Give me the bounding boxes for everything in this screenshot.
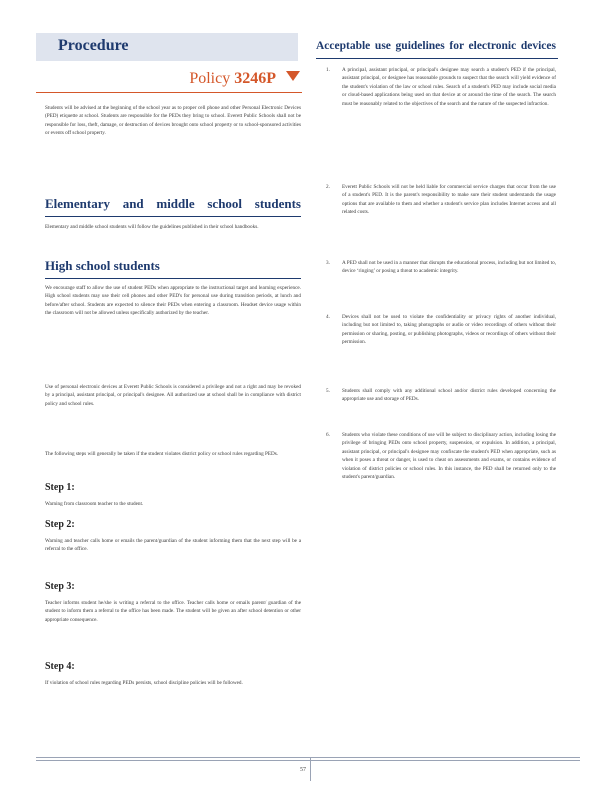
step-text: Warning from classroom teacher to the student.	[45, 501, 144, 507]
divider	[45, 216, 301, 217]
step-text: Teacher informs student he/she is writing a referral to the office. Teacher calls home or emails parent/ guardian of the student to inform them a referral to the office has been made. The student will be given an after school detention or other appropriate consequence.	[45, 600, 301, 623]
divider	[316, 58, 558, 59]
high-school-paragraph-2: Use of personal electronic devices at Everett Public Schools is considered a privilege and not a right and may be revoked by a principal, assistant principal, or principal's designee. All authorized use at school shall be in compliance with district policy and school rules.	[45, 384, 301, 407]
footer-rule	[36, 757, 580, 758]
footer-divider	[310, 757, 311, 781]
divider	[36, 92, 302, 93]
guidelines-list: 1. A principal, assistant principal, or principal's designee may search a student's PED if the principal, assistant principal, or designee has reasonable grounds to suspect that the search will yield evidence of the student's violation of the law or school rules. Search of a student's PED may include social media or cloud-based applications being used on that device at or around the time of the search. The search must be reasonably related to the objectives of the search and the nature of the suspected infraction. 2. Everett Public Schools will not be held liable for commercial service charges that occur from the use of a student's PED. It is the parent's responsibility to make sure their student understands the usage options that are available to them and whether a student's service plan includes Internet access and all related costs. 3. A PED shall not be used in a manner that disrupts the educational process, including but not limited to, device ‘ringing’ or posing a threat to academic integrity. 4. Devices shall not be used to violate the confidentiality or privacy rights of another individual, including but not limited to, taking photographs or audio or video recordings of others without their permission or sharing, posting, or publishing photographs, videos or recordings of others without their permission. 5. Students shall comply with any additional school and/or district rules developed concerning the appropriate use and storage of PEDs. 6. Students who violate these conditions of use will be subject to disciplinary action, including losing the privilege of bringing PEDs onto school property, suspension, or expulsion. In addition, a principal, assistant principal, or principal's designee may confiscate the student's PED when appropriate, such as when it poses a threat or danger, is used to cheat on assessments and exams, or contains evidence of violation of district policies or school rules. In this instance, the PED shall be returned only to the student's parent/guardian.	[326, 67, 556, 481]
high-school-paragraph-1: We encourage staff to allow the use of student PEDs when appropriate to the instructional target and learning experience. High school students may use their cell phones and other PED's for personal use during transition periods, at lunch and before/after school. Students are expected to silence their PEDs when entering a classroom. Headset device usage within the classroom will not be allowed unless specifically authorized by the teacher.	[45, 285, 301, 317]
step-title: Step 4:	[45, 661, 75, 672]
page-title: Procedure	[58, 37, 129, 54]
high-school-paragraph-3: The following steps will generally be taken if the student violates district policy or school rules regarding PEDs.	[45, 451, 279, 457]
intro-paragraph: Students will be advised at the beginning of the school year as to proper cell phone and other Personal Electronic Devices (PED) etiquette at school. Students are responsible for the PEDs they bring to school. Everett Public Schools shall not be responsible for loss, theft, damage, or destruction of devices brought onto school property or to school-sponsored activities or events off school property.	[45, 105, 301, 137]
section-title-high-school: High school students	[45, 258, 160, 273]
divider	[45, 278, 301, 279]
step-text: If violation of school rules regarding PEDs persists, school discipline policies will be followed.	[45, 680, 243, 686]
header-band	[36, 33, 298, 61]
policy-label: Policy	[189, 70, 231, 87]
step-title: Step 1:	[45, 482, 75, 493]
section-title-guidelines: Acceptable use guidelines for electronic devices	[316, 40, 556, 52]
footer-rule	[36, 760, 580, 761]
section-title-elementary: Elementary and middle school students	[45, 196, 301, 211]
elementary-paragraph: Elementary and middle school students will follow the guidelines published in their school handbooks.	[45, 224, 259, 230]
step-title: Step 3:	[45, 581, 75, 592]
policy-heading	[150, 70, 300, 90]
step-text: Warning and teacher calls home or emails the parent/guardian of the student informing them that the next step will be a referral to the office.	[45, 538, 301, 553]
page-number: 57	[300, 767, 306, 773]
step-title: Step 2:	[45, 519, 75, 530]
triangle-down-icon	[286, 71, 300, 81]
policy-number: 3246P	[234, 70, 276, 87]
